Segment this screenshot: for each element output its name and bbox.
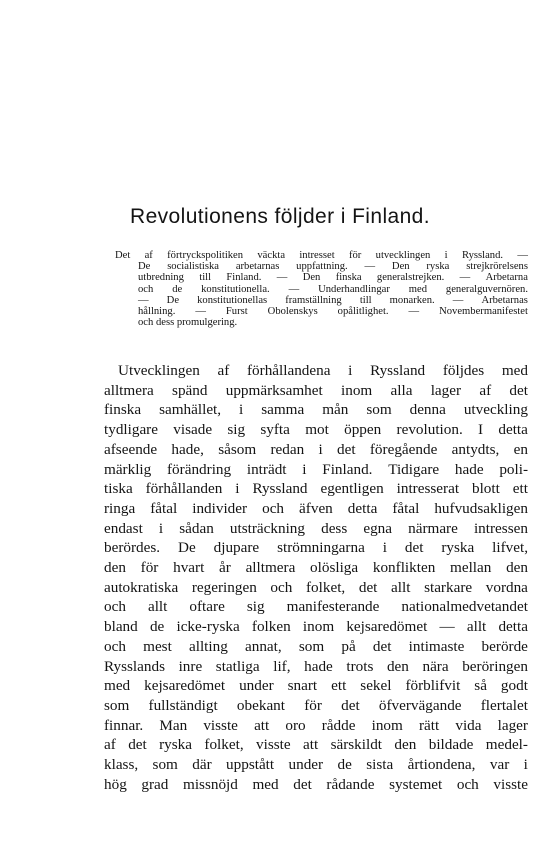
word: sådan (179, 519, 214, 537)
word: inträdt (246, 460, 287, 478)
word: de (172, 283, 183, 295)
word: med (252, 775, 279, 793)
word: som (298, 637, 325, 655)
body-line (104, 578, 528, 598)
summary-line (118, 306, 528, 317)
word: utsträckning (229, 519, 305, 537)
word: Ryssland (370, 362, 426, 379)
body-line (104, 558, 528, 578)
word: kejsaredömet (144, 677, 226, 695)
word: De (138, 261, 151, 273)
body-line (104, 499, 528, 519)
word: allt (391, 578, 411, 596)
word: missnöjd (183, 775, 238, 793)
word: att (254, 716, 270, 734)
body-line (104, 716, 528, 736)
word: statliga (215, 657, 260, 675)
body-line (104, 696, 528, 716)
summary-line (118, 317, 528, 328)
word: till (359, 294, 372, 306)
word: af (104, 736, 116, 754)
word: i (302, 460, 307, 478)
word: sig (227, 421, 246, 439)
word: allt (466, 618, 487, 636)
word: Ryssland (252, 480, 308, 498)
summary-line (118, 295, 528, 306)
word: mest (143, 637, 172, 655)
word: hade (304, 657, 333, 675)
body-line (104, 479, 528, 499)
word: folken (251, 618, 291, 636)
word: den (104, 559, 126, 577)
word: revolution. (396, 421, 463, 439)
body-line (104, 361, 528, 381)
chapter-summary (115, 250, 528, 329)
word: det (372, 637, 392, 655)
word: detta (498, 618, 528, 636)
word: ett (331, 677, 347, 695)
word: dess (321, 519, 348, 537)
word: följdes (442, 362, 485, 379)
word: uppmärksamhet (225, 381, 323, 399)
word: denna (409, 401, 446, 419)
word: Ryssland. (461, 250, 504, 261)
word: strömningarna (277, 539, 365, 557)
word: under (288, 756, 324, 774)
word: mot (305, 421, 329, 439)
word: med (501, 362, 528, 379)
word: folket, (204, 736, 244, 754)
word: för (140, 559, 159, 577)
word: ett (512, 480, 528, 498)
word: Den (391, 261, 410, 273)
word: öfvervägande (378, 696, 462, 714)
word: samma (261, 401, 305, 419)
word: konstitutionellas (197, 294, 268, 306)
word: visste (256, 736, 291, 754)
word: intresset (299, 250, 335, 261)
word: i (235, 480, 240, 498)
word: detta (347, 499, 378, 517)
body-line (104, 676, 528, 696)
word: regeringen (191, 578, 257, 596)
body-paragraph (104, 361, 528, 794)
word: intressen (473, 519, 528, 537)
word: egentligen (320, 480, 384, 498)
word: alltmera (245, 559, 296, 577)
word: olösliga (310, 559, 359, 577)
word: finska (335, 272, 362, 284)
word: inom (341, 381, 373, 399)
word: ryska (426, 261, 450, 273)
word: nära (422, 657, 449, 675)
word: — (195, 306, 206, 318)
word: i (239, 401, 244, 419)
word: de (337, 756, 352, 774)
word: och (104, 637, 126, 655)
word: — (439, 618, 455, 636)
word: inom (371, 716, 403, 734)
word: systemet (389, 775, 443, 793)
word: tydligare (104, 421, 158, 439)
word: den (386, 657, 409, 675)
word: Novembermanifestet (439, 306, 528, 318)
word: hade, (171, 440, 204, 458)
word: djupare (213, 539, 260, 557)
word: på (341, 637, 356, 655)
body-line (104, 637, 528, 657)
word: samhället, (159, 401, 222, 419)
word: finska (104, 401, 142, 419)
word: berörde (481, 637, 528, 655)
word: förhållandena (246, 362, 331, 379)
word: att (303, 736, 319, 754)
word: blott (471, 480, 500, 498)
word: det (293, 775, 312, 793)
word: strejkrörelsens (466, 261, 528, 273)
word: utvecklingen (375, 250, 431, 261)
word: promulgering. (176, 317, 238, 329)
body-line (104, 460, 528, 480)
body-line (104, 735, 528, 755)
word: under (239, 677, 274, 695)
word: förtryckspolitiken (167, 250, 244, 261)
word: kejsaredömet (346, 618, 428, 636)
word: obekant (236, 696, 285, 714)
word: äfven (299, 499, 333, 517)
word: Det (115, 250, 131, 261)
word: intimaste (408, 637, 465, 655)
word: förändring (167, 460, 232, 478)
word: af (144, 250, 153, 261)
word: sekel (360, 677, 392, 695)
word: föregående (369, 440, 438, 458)
word: alla (390, 381, 413, 399)
word: framställning (285, 294, 342, 306)
word: lager (497, 716, 528, 734)
word: så (474, 677, 487, 695)
word: grad (141, 775, 169, 793)
body-line (104, 617, 528, 637)
word: och (104, 598, 126, 616)
word: mån (322, 401, 349, 419)
word: utbredning (138, 272, 184, 284)
word: som (152, 756, 178, 774)
word: generalstrejken. (376, 272, 445, 284)
word: fåtal (150, 499, 178, 517)
word: endast (104, 519, 143, 537)
word: konflikten (372, 559, 436, 577)
word: det (358, 578, 378, 596)
body-line (104, 597, 528, 617)
word: de (149, 618, 165, 636)
body-line (104, 538, 528, 558)
word: De (166, 294, 180, 306)
word: konstitutionella. (201, 283, 270, 295)
word: oftare (189, 598, 225, 616)
word: hvart (173, 559, 205, 577)
word: och (456, 775, 479, 793)
chapter-title: Revolutionens följder i Finland. (130, 205, 430, 228)
word: i (318, 440, 323, 458)
word: — (276, 272, 288, 284)
word: sig (246, 598, 265, 616)
word: Man (159, 716, 188, 734)
word: inre (178, 657, 203, 675)
word: bland (104, 618, 138, 636)
word: intresserat (396, 480, 460, 498)
word: generalguvernören. (445, 283, 528, 295)
word: I (478, 421, 484, 439)
word: det (341, 696, 360, 714)
word: fåtal (392, 499, 420, 517)
word: oro (285, 716, 306, 734)
word: lager (430, 381, 462, 399)
word: finnar. (104, 716, 144, 734)
word: — (364, 261, 376, 273)
word: syfta (260, 421, 290, 439)
word: Furst (225, 306, 248, 318)
word: väckta (257, 250, 286, 261)
word: allt (147, 598, 168, 616)
word: det (404, 539, 424, 557)
word: Den (302, 272, 321, 284)
body-line (104, 775, 528, 795)
word: annat, (245, 637, 282, 655)
word: öppen (344, 421, 382, 439)
body-line (104, 755, 528, 775)
word: spänd (172, 381, 208, 399)
word: — (408, 306, 420, 318)
word: klass, (104, 756, 139, 774)
word: närmare (408, 519, 458, 537)
word: och (270, 578, 293, 596)
summary-line (118, 272, 528, 283)
body-line (104, 381, 528, 401)
word: visade (173, 421, 213, 439)
word: Obolenskys (267, 306, 318, 318)
body-line (104, 440, 528, 460)
word: icke-ryska (176, 618, 240, 636)
body-line (104, 657, 528, 677)
word: hållning. (138, 306, 176, 318)
word: mellan (450, 559, 492, 577)
word: för (348, 250, 362, 261)
summary-line (118, 284, 528, 295)
word: det (128, 736, 147, 754)
word: autokratiska (104, 578, 179, 596)
word: Underhandlingar (318, 283, 390, 295)
word: den (506, 559, 528, 577)
word: lif, (273, 657, 291, 675)
word: manifesterande (286, 598, 380, 616)
word: vordna (485, 578, 528, 596)
word: ringa (104, 499, 136, 517)
word: med (408, 283, 428, 295)
word: ryska (441, 539, 475, 557)
word: och (262, 499, 285, 517)
word: Finland. (226, 272, 262, 284)
word: sista (366, 756, 394, 774)
body-line (104, 400, 528, 420)
word: — (138, 294, 149, 306)
word: i (158, 519, 164, 537)
word: hade (454, 460, 484, 478)
word: i (523, 756, 528, 774)
word: Tidigare (388, 460, 440, 478)
word: flertalet (480, 696, 528, 714)
word: hufvudsakligen (434, 499, 528, 517)
word: individer (192, 499, 248, 517)
word: i (382, 539, 387, 557)
word: medel- (485, 736, 528, 754)
word: snart (287, 677, 318, 695)
word: det (509, 381, 528, 399)
word: starkare (424, 578, 473, 596)
word: Arbetarna (485, 272, 528, 284)
word: uppstått (226, 756, 275, 774)
word: lifvet, (492, 539, 528, 557)
word: förhållanden (145, 480, 223, 498)
word: rätt (418, 716, 440, 734)
word: allting (189, 637, 228, 655)
word: Arbetarnas (481, 294, 528, 306)
word: som (104, 696, 130, 714)
word: årtiondena, (407, 756, 476, 774)
word: ryska (159, 736, 193, 754)
word: alltmera (104, 381, 154, 399)
word: — (452, 294, 464, 306)
word: — (459, 272, 471, 284)
word: egna (363, 519, 393, 537)
word: uppfattning. (296, 261, 348, 273)
word: detta (498, 421, 528, 439)
word: rådande (326, 775, 375, 793)
word: af (479, 381, 492, 399)
word: dess (155, 317, 175, 329)
word: af (217, 362, 230, 379)
word: i (444, 250, 448, 261)
word: Rysslands (104, 657, 165, 675)
word: visste (493, 775, 528, 793)
body-line (104, 519, 528, 539)
word: och (138, 317, 154, 329)
word: rådde (321, 716, 356, 734)
word: i (348, 362, 353, 379)
word: monarken. (389, 294, 435, 306)
word: trots (346, 657, 374, 675)
summary-line (115, 250, 528, 261)
word: med (104, 677, 131, 695)
word: vida (455, 716, 482, 734)
word: Finland. (322, 460, 373, 478)
word: — (288, 283, 300, 295)
word: bildade (428, 736, 474, 754)
word: där (192, 756, 212, 774)
word: berördes. (104, 539, 161, 557)
word: Utvecklingen (118, 362, 200, 379)
body-line (104, 420, 528, 440)
word: godt (500, 677, 528, 695)
word: särskildt (330, 736, 383, 754)
word: tiska (104, 480, 133, 498)
word: en (513, 440, 528, 458)
word: — (517, 250, 528, 261)
word: som (366, 401, 392, 419)
word: poli- (499, 460, 528, 478)
word: redan (270, 440, 305, 458)
word: och (138, 283, 154, 295)
word: den (394, 736, 417, 754)
word: folket, (305, 578, 346, 596)
word: visste (203, 716, 238, 734)
word: beröringen (462, 657, 528, 675)
word: fullständigt (148, 696, 218, 714)
word: märklig (104, 460, 152, 478)
word: utveckling (463, 401, 528, 419)
word: antydts, (451, 440, 500, 458)
summary-line (118, 261, 528, 272)
word: var (489, 756, 510, 774)
word: år (219, 559, 231, 577)
word: till (199, 272, 212, 284)
word: hög (104, 775, 127, 793)
word: arbetarnas (235, 261, 280, 273)
word: inom (302, 618, 335, 636)
word: socialistiska (167, 261, 219, 273)
word: såsom (218, 440, 257, 458)
word: nationalmedvetandet (401, 598, 528, 616)
word: för (304, 696, 322, 714)
word: opålitlighet. (337, 306, 389, 318)
word: det (337, 440, 356, 458)
word: De (178, 539, 196, 557)
word: förblifvit (405, 677, 461, 695)
word: afseende (104, 440, 158, 458)
